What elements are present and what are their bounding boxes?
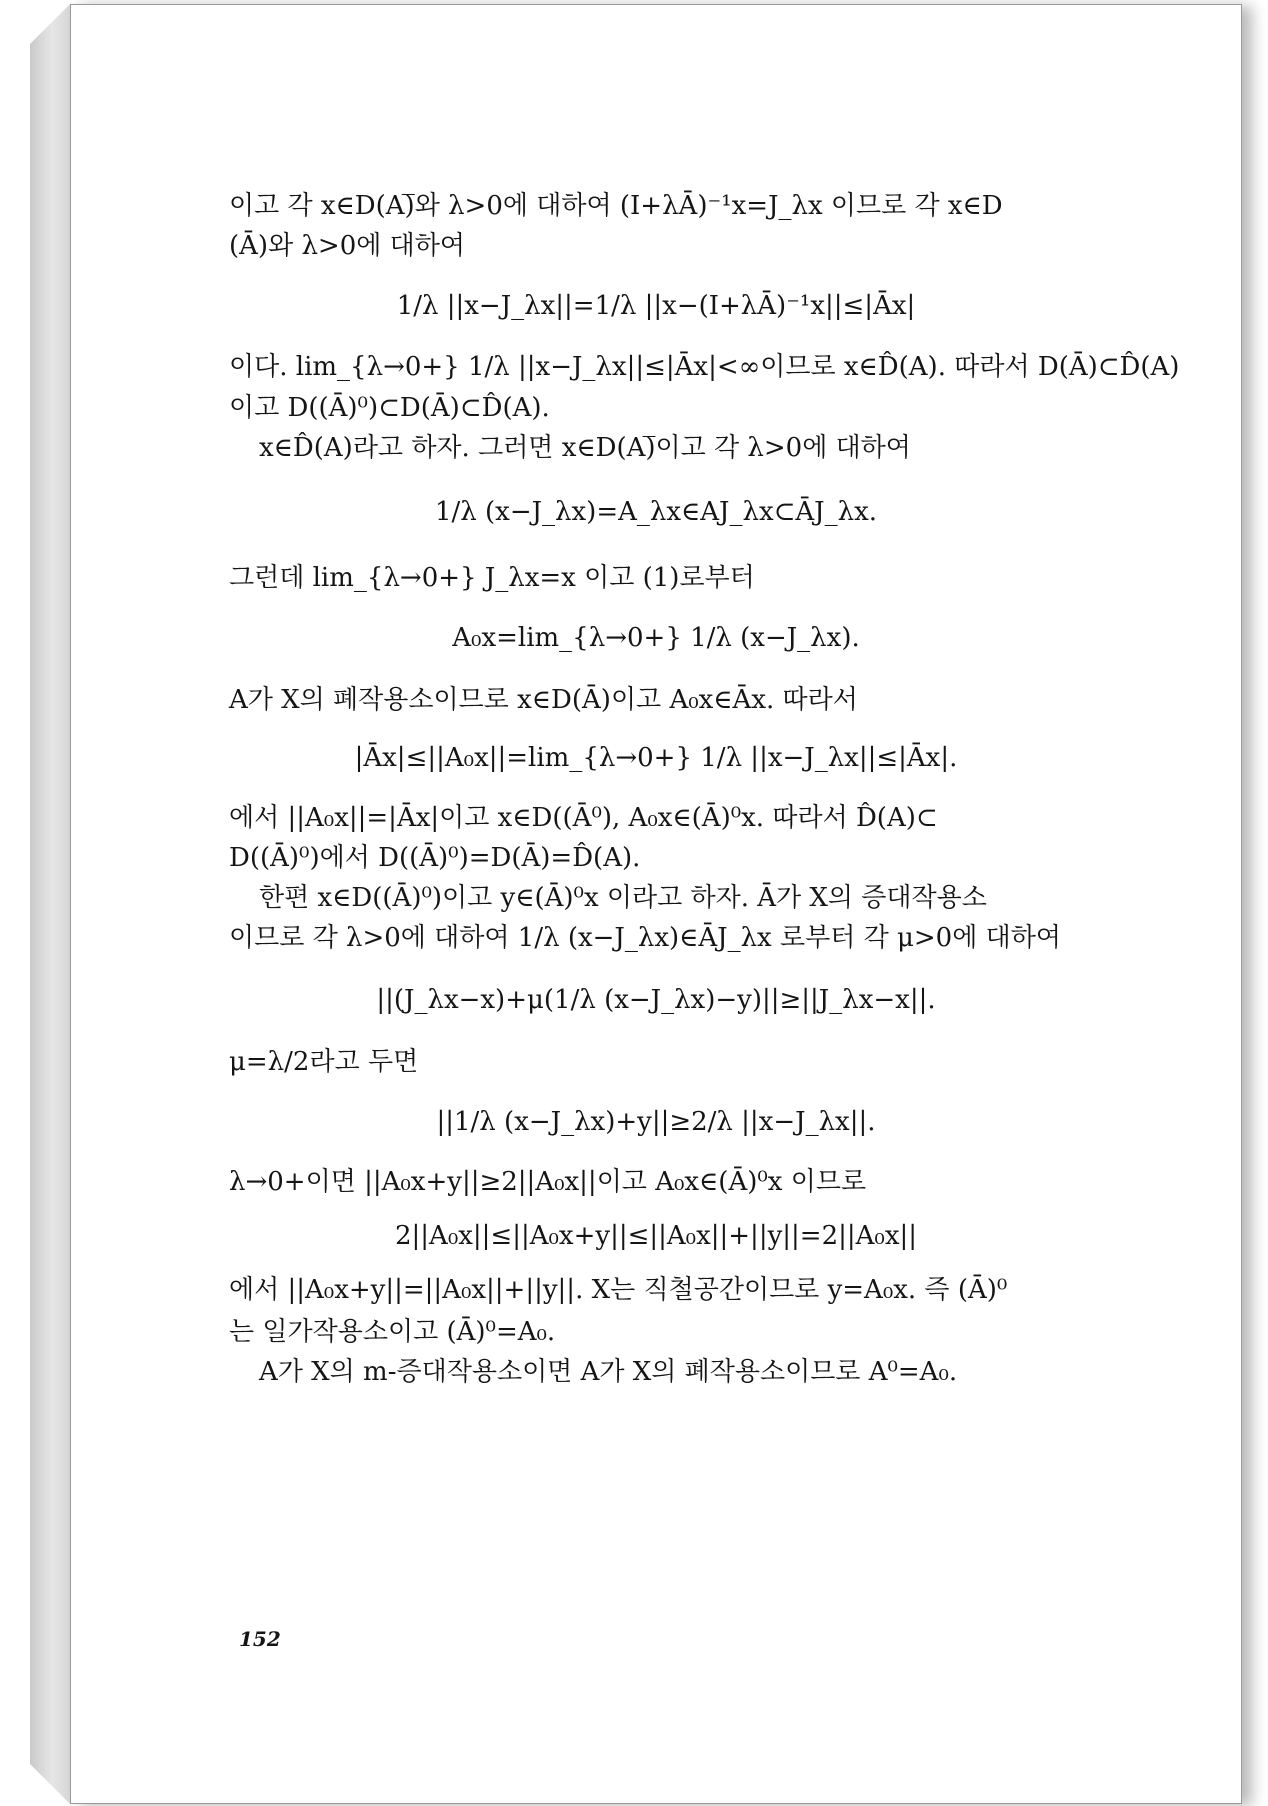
text-line-3: 이다. lim_{λ→0+} 1/λ ||x−J_λx||≤|Āx|<∞이므로 x∈D̂(A). 따라서 D(Ā)⊂D̂(A) [229, 352, 1180, 382]
equation-4: |Āx|≤||A₀x||=lim_{λ→0+} 1/λ ||x−J_λx||≤|Āx|. [354, 743, 958, 773]
text-line-4: 이고 D((Ā)⁰)⊂D(Ā)⊂D̂(A). [229, 393, 550, 423]
equation-1: 1/λ ||x−J_λx||=1/λ ||x−(I+λĀ)⁻¹x||≤|Āx| [396, 291, 916, 321]
text-line-2: (Ā)와 λ>0에 대하여 [229, 231, 465, 261]
text-line-1: 이고 각 x∈D(A)̅와 λ>0에 대하여 (I+λĀ)⁻¹x=J_λx 이므로 각 x∈D [229, 191, 1003, 221]
book-spine [30, 4, 70, 1804]
equation-3: A₀x=lim_{λ→0+} 1/λ (x−J_λx). [452, 623, 860, 653]
text-line-16: A가 X의 m-증대작용소이면 A가 X의 폐작용소이므로 A⁰=A₀. [259, 1357, 958, 1387]
book-page [70, 4, 1242, 1804]
text-line-13: λ→0+이면 ||A₀x+y||≥2||A₀x||이고 A₀x∈(Ā)⁰x 이므로 [229, 1167, 867, 1197]
text-line-9: D((Ā)⁰)에서 D((Ā)⁰)=D(Ā)=D̂(A). [229, 843, 641, 873]
text-line-12: μ=λ/2라고 두면 [229, 1047, 419, 1077]
text-line-6: 그런데 lim_{λ→0+} J_λx=x 이고 (1)로부터 [229, 563, 755, 593]
page-number: 152 [239, 1627, 281, 1651]
text-line-5: x∈D̂(A)라고 하자. 그러면 x∈D(A)̅이고 각 λ>0에 대하여 [259, 433, 911, 463]
equation-6: ||1/λ (x−J_λx)+y||≥2/λ ||x−J_λx||. [436, 1107, 876, 1137]
equation-5: ||(J_λx−x)+μ(1/λ (x−J_λx)−y)||≥||J_λx−x||. [376, 985, 936, 1015]
text-line-10: 한편 x∈D((Ā)⁰)이고 y∈(Ā)⁰x 이라고 하자. Ā가 X의 증대작용소 [259, 883, 987, 913]
text-line-14: 에서 ||A₀x+y||=||A₀x||+||y||. X는 직철공간이므로 y=A₀x. 즉 (Ā)⁰ [229, 1275, 1008, 1305]
equation-7: 2||A₀x||≤||A₀x+y||≤||A₀x||+||y||=2||A₀x|| [394, 1221, 918, 1251]
text-line-7: A가 X의 폐작용소이므로 x∈D(Ā)이고 A₀x∈Āx. 따라서 [229, 685, 858, 715]
text-line-15: 는 일가작용소이고 (Ā)⁰=A₀. [229, 1317, 556, 1347]
equation-2: 1/λ (x−J_λx)=A_λx∈AJ_λx⊂ĀJ_λx. [434, 497, 878, 527]
text-line-8: 에서 ||A₀x||=|Āx|이고 x∈D((Ā⁰), A₀x∈(Ā)⁰x. 따라서 D̂(A)⊂ [229, 803, 938, 833]
text-line-11: 이므로 각 λ>0에 대하여 1/λ (x−J_λx)∈ĀJ_λx 로부터 각 μ>0에 대하여 [229, 923, 1061, 953]
